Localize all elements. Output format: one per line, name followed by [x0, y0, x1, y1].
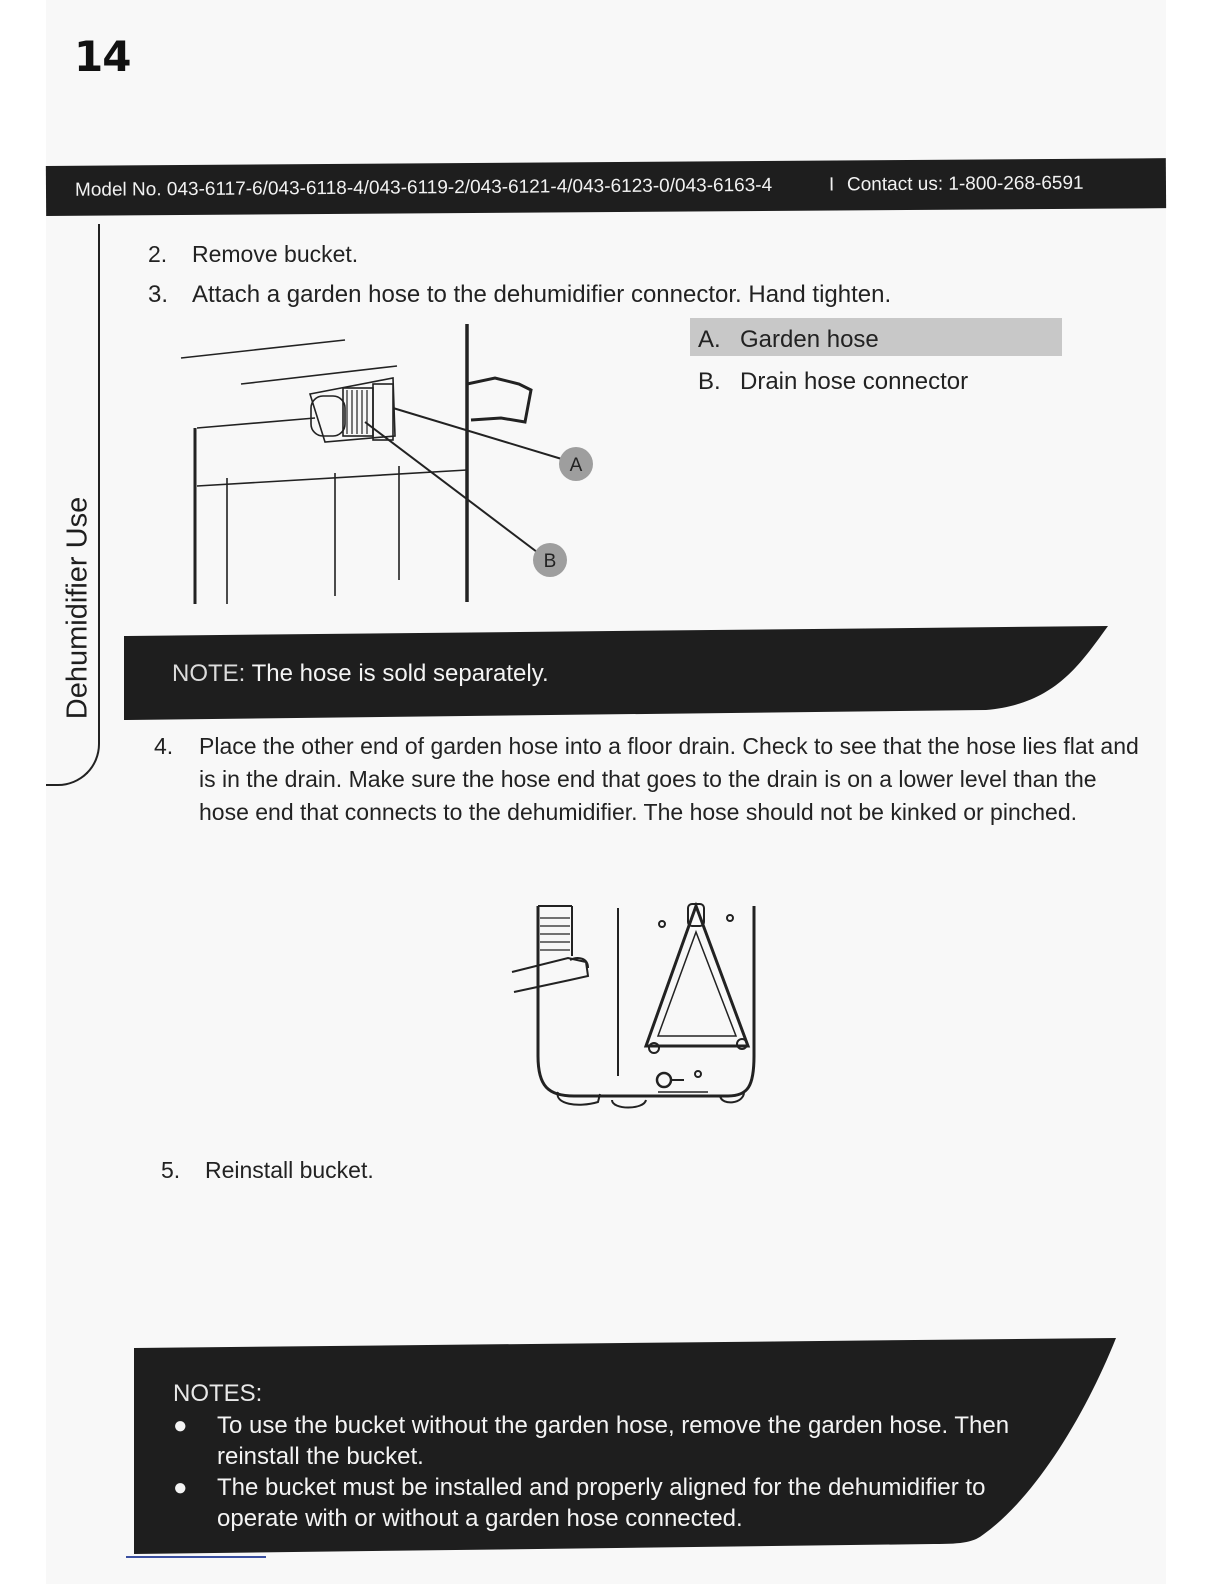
bottom-rule [126, 1556, 266, 1558]
bar-separator: I [828, 174, 835, 196]
step-text: Attach a garden hose to the dehumidifier connector. Hand tighten. [192, 281, 892, 308]
step-number: 3. [148, 281, 169, 308]
note-body: The hose is sold separately. [251, 660, 549, 687]
notes-item-text: The bucket must be installed and properly aligned for the dehumidifier to operate with or without a garden hose connected. [217, 1474, 986, 1532]
step-number: 2. [148, 241, 168, 267]
notes-title: NOTES: [173, 1380, 263, 1407]
step-text: Place the other end of garden hose into a floor drain. Check to see that the hose lies flat and is in the drain. Make sure the hose end that goes to the drain is on a lower level than the hose end that connects to the dehumidifier. The hose should not be kinked or pinched. [199, 733, 1139, 825]
dehumidifier-hose-diagram [508, 896, 764, 1116]
legend-label: Drain hose connector [740, 368, 969, 395]
page-number: 14 [74, 32, 131, 81]
section-side-tab-label: Dehumidifier Use [61, 496, 94, 720]
hose-connector-diagram [175, 318, 615, 610]
callout-b-label: B [543, 551, 557, 572]
step-number: 5. [161, 1157, 181, 1183]
step-number: 4. [154, 733, 174, 759]
callout-a-label: A [569, 455, 583, 476]
legend-label: Garden hose [740, 326, 879, 353]
notes-item-text: To use the bucket without the garden hose, remove the garden hose. Then reinstall the bucket. [217, 1412, 1010, 1470]
step-3 [148, 281, 891, 309]
note-text [172, 660, 549, 688]
model-info-bar [46, 158, 1166, 216]
legend-item-b [698, 368, 968, 396]
legend-item-a [698, 326, 879, 354]
note-label: NOTE: [172, 660, 246, 687]
step-text: Remove bucket. [192, 241, 359, 267]
bullet: ● [173, 1412, 188, 1439]
bullet: ● [173, 1474, 188, 1501]
step-5 [161, 1157, 374, 1184]
step-text: Reinstall bucket. [205, 1157, 374, 1183]
contact-info: Contact us: 1-800-268-6591 [846, 172, 1084, 196]
step-2 [148, 241, 358, 268]
legend-letter: A. [698, 326, 721, 353]
legend-letter: B. [698, 368, 721, 395]
model-number: Model No. 043-6117-6/043-6118-4/043-6119-2/043-6121-4/043-6123-0/043-6163-4 [74, 174, 773, 201]
